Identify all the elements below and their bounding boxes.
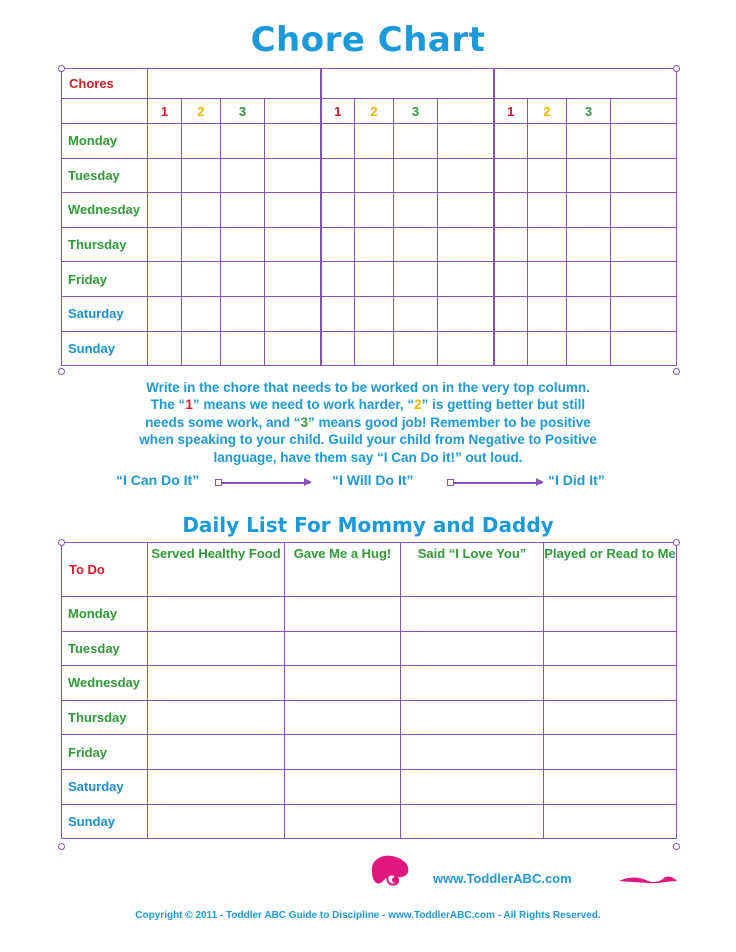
instructions-number-3: 3: [300, 414, 308, 430]
chore-name-cell-3[interactable]: [494, 69, 677, 99]
rating-spacer: [611, 99, 677, 124]
chore-checkbox-cell[interactable]: [265, 227, 321, 262]
chore-checkbox-cell[interactable]: [567, 158, 611, 193]
chore-checkbox-cell[interactable]: [528, 262, 567, 297]
chores-header: Chores: [62, 69, 148, 99]
todo-check-cell[interactable]: [148, 804, 285, 839]
chore-checkbox-cell[interactable]: [265, 193, 321, 228]
chore-checkbox-cell[interactable]: [567, 296, 611, 331]
chore-checkbox-cell[interactable]: [265, 158, 321, 193]
rating-3: 3: [567, 99, 611, 124]
chore-checkbox-cell[interactable]: [611, 158, 677, 193]
todo-check-cell[interactable]: [544, 769, 677, 804]
arrow-start-box: [215, 479, 222, 486]
step-can-do: “I Can Do It”: [116, 472, 200, 488]
instructions-line: when speaking to your child. Guild your child from Negative to Positive: [139, 432, 597, 448]
chore-name-cell-2[interactable]: [321, 69, 494, 99]
column-header: Played or Read to Me: [544, 543, 677, 597]
chore-checkbox-cell[interactable]: [494, 124, 528, 159]
step-did-it: “I Did It”: [548, 472, 605, 488]
column-header: Served Healthy Food: [148, 543, 285, 597]
day-label: Saturday: [62, 296, 148, 331]
chore-checkbox-cell[interactable]: [528, 158, 567, 193]
chore-checkbox-cell[interactable]: [221, 158, 265, 193]
chore-checkbox-cell[interactable]: [182, 227, 221, 262]
rating-row: [62, 99, 677, 124]
rating-spacer: [438, 99, 494, 124]
todo-check-cell[interactable]: [401, 700, 544, 735]
todo-day-row: [62, 735, 677, 770]
todo-check-cell[interactable]: [285, 804, 401, 839]
chore-checkbox-cell[interactable]: [438, 262, 494, 297]
chore-checkbox-cell[interactable]: [611, 331, 677, 366]
day-label: Sunday: [62, 331, 148, 366]
corner-dot: [58, 368, 65, 375]
todo-day-rows: [62, 597, 677, 839]
day-label: Friday: [62, 735, 148, 770]
rating-3: 3: [221, 99, 265, 124]
chore-checkbox-cell[interactable]: [148, 262, 182, 297]
rating-row-label: [62, 99, 148, 124]
todo-check-cell[interactable]: [285, 631, 401, 666]
todo-day-row: [62, 700, 677, 735]
chore-checkbox-cell[interactable]: [355, 262, 394, 297]
chore-checkbox-cell[interactable]: [611, 193, 677, 228]
chore-checkbox-cell[interactable]: [394, 193, 438, 228]
rating-1: 1: [148, 99, 182, 124]
todo-check-cell[interactable]: [148, 631, 285, 666]
chore-checkbox-cell[interactable]: [321, 227, 355, 262]
todo-day-row: [62, 804, 677, 839]
chore-checkbox-cell[interactable]: [148, 158, 182, 193]
chore-checkbox-cell[interactable]: [148, 296, 182, 331]
column-header: Gave Me a Hug!: [285, 543, 401, 597]
chore-day-row: [62, 124, 677, 159]
chore-checkbox-cell[interactable]: [394, 331, 438, 366]
chore-checkbox-cell[interactable]: [321, 296, 355, 331]
chore-day-row: [62, 296, 677, 331]
corner-dot: [673, 368, 680, 375]
day-label: Monday: [62, 597, 148, 632]
chore-checkbox-cell[interactable]: [494, 296, 528, 331]
copyright-footer: Copyright © 2011 - Toddler ABC Guide to Discipline - www.ToddlerABC.com - All Rights Reserved.: [135, 910, 601, 921]
chore-checkbox-cell[interactable]: [528, 124, 567, 159]
chore-checkbox-cell[interactable]: [611, 262, 677, 297]
corner-dot: [673, 539, 680, 546]
chore-checkbox-cell[interactable]: [438, 227, 494, 262]
day-label: Sunday: [62, 804, 148, 839]
instructions-text: ” is getting better but still: [421, 397, 586, 413]
todo-check-cell[interactable]: [148, 700, 285, 735]
chore-checkbox-cell[interactable]: [355, 296, 394, 331]
chore-checkbox-cell[interactable]: [438, 331, 494, 366]
step-will-do: “I Will Do It”: [332, 472, 414, 488]
rating-2: 2: [528, 99, 567, 124]
chore-checkbox-cell[interactable]: [355, 227, 394, 262]
instructions-text: The “: [150, 397, 186, 413]
chore-checkbox-cell[interactable]: [182, 193, 221, 228]
chore-checkbox-cell[interactable]: [182, 331, 221, 366]
chore-checkbox-cell[interactable]: [321, 158, 355, 193]
chore-checkbox-cell[interactable]: [321, 262, 355, 297]
daily-list-title: Daily List For Mommy and Daddy: [182, 513, 554, 537]
chore-checkbox-cell[interactable]: [438, 193, 494, 228]
todo-check-cell[interactable]: [285, 597, 401, 632]
todo-day-row: [62, 666, 677, 701]
chore-checkbox-cell[interactable]: [321, 331, 355, 366]
instructions-line: Write in the chore that needs to be worked on in the very top column.: [146, 380, 590, 395]
todo-check-cell[interactable]: [285, 666, 401, 701]
todo-check-cell[interactable]: [401, 597, 544, 632]
todo-check-cell[interactable]: [544, 700, 677, 735]
chore-checkbox-cell[interactable]: [182, 262, 221, 297]
chore-checkbox-cell[interactable]: [567, 124, 611, 159]
todo-check-cell[interactable]: [401, 804, 544, 839]
chore-checkbox-cell[interactable]: [182, 296, 221, 331]
chore-checkbox-cell[interactable]: [438, 124, 494, 159]
chore-checkbox-cell[interactable]: [611, 296, 677, 331]
todo-check-cell[interactable]: [544, 804, 677, 839]
todo-check-cell[interactable]: [285, 735, 401, 770]
day-label: Thursday: [62, 700, 148, 735]
todo-check-cell[interactable]: [544, 735, 677, 770]
chore-checkbox-cell[interactable]: [567, 331, 611, 366]
chore-checkbox-cell[interactable]: [528, 296, 567, 331]
todo-check-cell[interactable]: [544, 631, 677, 666]
instructions-line: language, have them say “I Can Do it!” out loud.: [213, 449, 523, 465]
chore-checkbox-cell[interactable]: [494, 158, 528, 193]
chore-checkbox-cell[interactable]: [182, 158, 221, 193]
chore-checkbox-cell[interactable]: [148, 331, 182, 366]
day-label: Tuesday: [62, 158, 148, 193]
instructions-text: ” means good job! Remember to be positive: [308, 414, 591, 430]
chore-day-row: [62, 331, 677, 366]
chore-day-row: [62, 158, 677, 193]
todo-check-cell[interactable]: [148, 769, 285, 804]
instructions-number-2: 2: [414, 397, 422, 413]
chore-checkbox-cell[interactable]: [148, 227, 182, 262]
rating-3: 3: [394, 99, 438, 124]
todo-check-cell[interactable]: [148, 666, 285, 701]
chore-checkbox-cell[interactable]: [394, 262, 438, 297]
chore-checkbox-cell[interactable]: [355, 193, 394, 228]
day-label: Thursday: [62, 227, 148, 262]
instructions-line: [80, 414, 656, 431]
chore-checkbox-cell[interactable]: [528, 193, 567, 228]
chore-checkbox-cell[interactable]: [611, 227, 677, 262]
instructions-text: needs some work, and “: [145, 414, 301, 430]
rating-2: 2: [355, 99, 394, 124]
chore-checkbox-cell[interactable]: [321, 193, 355, 228]
chore-checkbox-cell[interactable]: [221, 227, 265, 262]
todo-check-cell[interactable]: [401, 769, 544, 804]
chore-checkbox-cell[interactable]: [221, 296, 265, 331]
todo-check-cell[interactable]: [401, 631, 544, 666]
chore-day-row: [62, 227, 677, 262]
instructions-text: ” means we need to work harder, “: [192, 397, 415, 413]
chore-checkbox-cell[interactable]: [438, 296, 494, 331]
instructions-number-1: 1: [185, 397, 193, 413]
day-label: Saturday: [62, 769, 148, 804]
rating-1: 1: [321, 99, 355, 124]
corner-dot: [58, 65, 65, 72]
chore-checkbox-cell[interactable]: [355, 124, 394, 159]
right-arrow-icon: [454, 482, 542, 484]
day-label: Wednesday: [62, 666, 148, 701]
chore-checkbox-cell[interactable]: [494, 227, 528, 262]
todo-check-cell[interactable]: [401, 735, 544, 770]
chore-checkbox-cell[interactable]: [528, 331, 567, 366]
toddlerabc-logo-icon: [368, 852, 412, 890]
chore-checkbox-cell[interactable]: [148, 193, 182, 228]
chore-checkbox-cell[interactable]: [494, 193, 528, 228]
decorative-squiggle-icon: [618, 872, 678, 886]
rating-spacer: [265, 99, 321, 124]
chore-checkbox-cell[interactable]: [567, 262, 611, 297]
todo-day-row: [62, 597, 677, 632]
chore-checkbox-cell[interactable]: [394, 124, 438, 159]
todo-day-row: [62, 769, 677, 804]
chore-checkbox-cell[interactable]: [148, 124, 182, 159]
arrow-start-box: [447, 479, 454, 486]
todo-day-row: [62, 631, 677, 666]
todo-check-cell[interactable]: [544, 666, 677, 701]
chore-checkbox-cell[interactable]: [494, 262, 528, 297]
chore-checkbox-cell[interactable]: [528, 227, 567, 262]
chore-day-row: [62, 193, 677, 228]
website-link[interactable]: www.ToddlerABC.com: [433, 871, 572, 886]
chore-checkbox-cell[interactable]: [567, 193, 611, 228]
chore-checkbox-cell[interactable]: [355, 158, 394, 193]
chore-checkbox-cell[interactable]: [438, 158, 494, 193]
chore-table: [61, 68, 677, 366]
chore-name-cell-1[interactable]: [148, 69, 321, 99]
chore-checkbox-cell[interactable]: [265, 296, 321, 331]
chore-checkbox-cell[interactable]: [394, 158, 438, 193]
corner-dot: [58, 539, 65, 546]
instructions: [80, 379, 656, 466]
todo-header: To Do: [62, 543, 148, 597]
todo-check-cell[interactable]: [148, 597, 285, 632]
todo-check-cell[interactable]: [401, 666, 544, 701]
right-arrow-icon: [222, 482, 310, 484]
chore-checkbox-cell[interactable]: [494, 331, 528, 366]
chore-checkbox-cell[interactable]: [221, 331, 265, 366]
day-label: Wednesday: [62, 193, 148, 228]
chore-checkbox-cell[interactable]: [182, 124, 221, 159]
chore-checkbox-cell[interactable]: [394, 296, 438, 331]
chore-checkbox-cell[interactable]: [265, 331, 321, 366]
page-title: Chore Chart: [250, 20, 486, 60]
todo-check-cell[interactable]: [285, 700, 401, 735]
chore-checkbox-cell[interactable]: [321, 124, 355, 159]
rating-2: 2: [182, 99, 221, 124]
corner-dot: [673, 65, 680, 72]
chore-day-row: [62, 262, 677, 297]
instructions-line: [80, 396, 656, 413]
day-label: Friday: [62, 262, 148, 297]
chore-checkbox-cell[interactable]: [611, 124, 677, 159]
chore-checkbox-cell[interactable]: [221, 262, 265, 297]
chore-checkbox-cell[interactable]: [355, 331, 394, 366]
chore-checkbox-cell[interactable]: [567, 227, 611, 262]
corner-dot: [673, 843, 680, 850]
chore-checkbox-cell[interactable]: [221, 193, 265, 228]
chore-checkbox-cell[interactable]: [265, 262, 321, 297]
todo-check-cell[interactable]: [544, 597, 677, 632]
chore-day-rows: [62, 124, 677, 366]
daily-list-table: [61, 542, 677, 839]
day-label: Monday: [62, 124, 148, 159]
chore-checkbox-cell[interactable]: [394, 227, 438, 262]
rating-1: 1: [494, 99, 528, 124]
day-label: Tuesday: [62, 631, 148, 666]
column-header: Said “I Love You”: [401, 543, 544, 597]
chore-checkbox-cell[interactable]: [221, 124, 265, 159]
todo-check-cell[interactable]: [285, 769, 401, 804]
corner-dot: [58, 843, 65, 850]
chore-checkbox-cell[interactable]: [265, 124, 321, 159]
todo-check-cell[interactable]: [148, 735, 285, 770]
